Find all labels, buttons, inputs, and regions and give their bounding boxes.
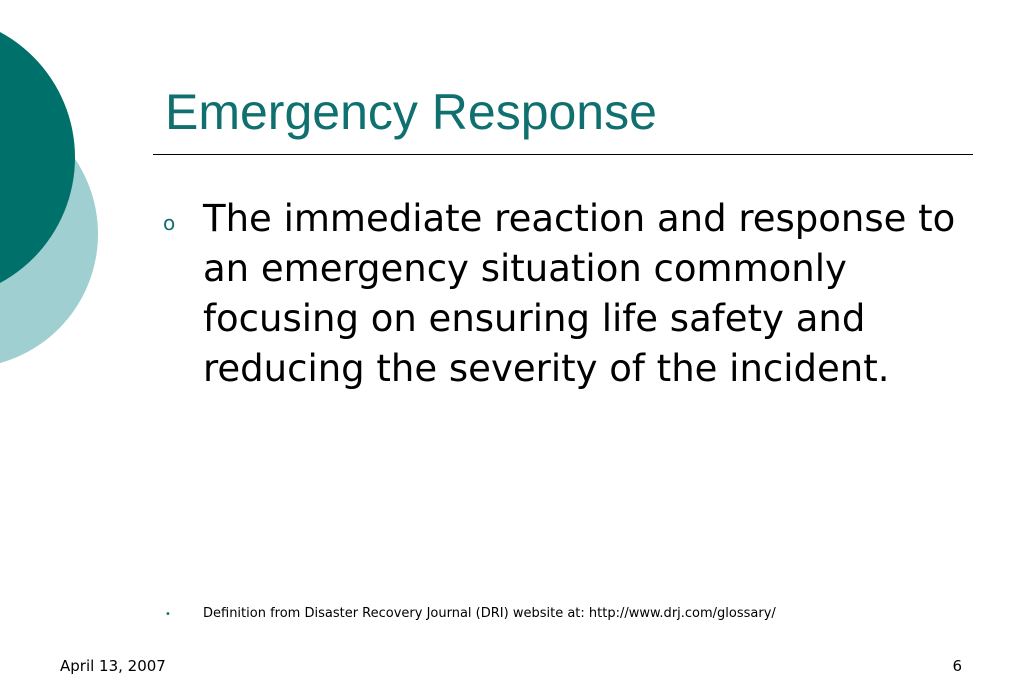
page-number: 6 <box>952 657 962 675</box>
slide-title: Emergency Response <box>165 84 657 140</box>
footnote-text: Definition from Disaster Recovery Journal (DRI) website at: http://www.drj.com/glossary/ <box>203 606 776 621</box>
bullet-marker: o <box>163 211 176 235</box>
footnote-bullet-icon: • <box>165 608 171 620</box>
title-divider <box>153 154 973 155</box>
bullet-item <box>163 194 963 394</box>
footer-date: April 13, 2007 <box>60 657 166 675</box>
bullet-text: The immediate reaction and response to an emergency situation commonly focusing on ensuring life safety and reducing the severity of the incident. <box>203 197 956 390</box>
footnote <box>165 604 985 624</box>
